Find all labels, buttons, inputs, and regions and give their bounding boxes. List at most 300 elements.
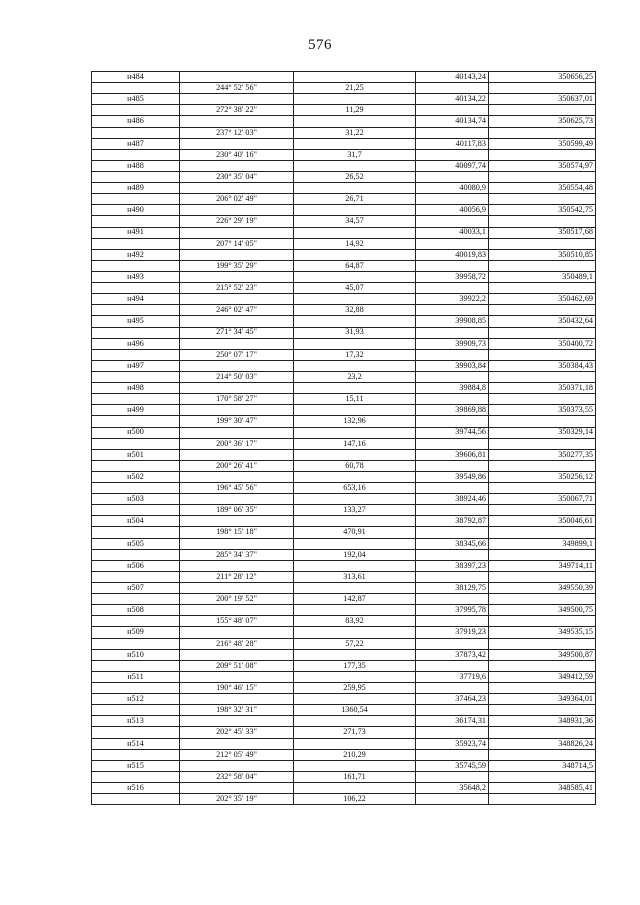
direction-angle: 155° 48' 07" bbox=[180, 616, 294, 627]
coordinate-x: 40117,83 bbox=[416, 138, 489, 149]
empty-cell bbox=[180, 471, 294, 482]
direction-angle: 226° 29' 19" bbox=[180, 216, 294, 227]
empty-cell bbox=[92, 327, 180, 338]
empty-cell bbox=[489, 238, 596, 249]
coordinate-y: 349714,11 bbox=[489, 560, 596, 571]
empty-cell bbox=[416, 260, 489, 271]
empty-cell bbox=[416, 727, 489, 738]
direction-angle: 209° 51' 08" bbox=[180, 660, 294, 671]
empty-cell bbox=[294, 449, 416, 460]
empty-cell bbox=[180, 94, 294, 105]
empty-cell bbox=[294, 160, 416, 171]
segment-row bbox=[92, 238, 596, 249]
direction-angle: 206° 02' 49" bbox=[180, 194, 294, 205]
empty-cell bbox=[180, 738, 294, 749]
point-name: н487 bbox=[92, 138, 180, 149]
empty-cell bbox=[489, 727, 596, 738]
segment-length: 177,35 bbox=[294, 660, 416, 671]
point-name: н501 bbox=[92, 449, 180, 460]
empty-cell bbox=[92, 638, 180, 649]
point-row bbox=[92, 538, 596, 549]
coordinate-y: 349412,59 bbox=[489, 671, 596, 682]
coordinate-y: 350067,71 bbox=[489, 494, 596, 505]
empty-cell bbox=[489, 794, 596, 805]
empty-cell bbox=[294, 227, 416, 238]
empty-cell bbox=[180, 183, 294, 194]
empty-cell bbox=[416, 749, 489, 760]
segment-row bbox=[92, 305, 596, 316]
direction-angle: 216° 48' 28" bbox=[180, 638, 294, 649]
empty-cell bbox=[294, 72, 416, 83]
coordinate-x: 40097,74 bbox=[416, 160, 489, 171]
empty-cell bbox=[489, 127, 596, 138]
empty-cell bbox=[180, 516, 294, 527]
point-row bbox=[92, 360, 596, 371]
segment-length: 1360,54 bbox=[294, 705, 416, 716]
segment-length: 31,22 bbox=[294, 127, 416, 138]
point-name: н491 bbox=[92, 227, 180, 238]
empty-cell bbox=[294, 294, 416, 305]
empty-cell bbox=[180, 449, 294, 460]
coordinate-y: 348585,41 bbox=[489, 783, 596, 794]
empty-cell bbox=[294, 716, 416, 727]
empty-cell bbox=[416, 638, 489, 649]
empty-cell bbox=[92, 371, 180, 382]
coordinate-x: 40143,24 bbox=[416, 72, 489, 83]
point-row bbox=[92, 271, 596, 282]
coordinate-x: 39884,8 bbox=[416, 383, 489, 394]
empty-cell bbox=[180, 605, 294, 616]
empty-cell bbox=[180, 205, 294, 216]
segment-length: 15,11 bbox=[294, 394, 416, 405]
coordinate-x: 35648,2 bbox=[416, 783, 489, 794]
empty-cell bbox=[294, 494, 416, 505]
direction-angle: 196° 45' 56" bbox=[180, 483, 294, 494]
coordinate-y: 349500,87 bbox=[489, 649, 596, 660]
empty-cell bbox=[294, 516, 416, 527]
segment-row bbox=[92, 260, 596, 271]
empty-cell bbox=[180, 494, 294, 505]
segment-row bbox=[92, 749, 596, 760]
segment-row bbox=[92, 127, 596, 138]
direction-angle: 271° 34' 45" bbox=[180, 327, 294, 338]
empty-cell bbox=[92, 283, 180, 294]
empty-cell bbox=[180, 671, 294, 682]
empty-cell bbox=[92, 149, 180, 160]
point-name: н496 bbox=[92, 338, 180, 349]
empty-cell bbox=[416, 305, 489, 316]
segment-row bbox=[92, 794, 596, 805]
coordinate-x: 35923,74 bbox=[416, 738, 489, 749]
empty-cell bbox=[92, 594, 180, 605]
empty-cell bbox=[180, 383, 294, 394]
empty-cell bbox=[294, 316, 416, 327]
segment-row bbox=[92, 171, 596, 182]
empty-cell bbox=[180, 560, 294, 571]
empty-cell bbox=[416, 527, 489, 538]
coordinate-y: 350542,75 bbox=[489, 205, 596, 216]
coordinate-x: 40080,9 bbox=[416, 183, 489, 194]
coordinate-y: 348714,5 bbox=[489, 760, 596, 771]
empty-cell bbox=[489, 438, 596, 449]
empty-cell bbox=[416, 505, 489, 516]
empty-cell bbox=[180, 160, 294, 171]
empty-cell bbox=[489, 571, 596, 582]
point-row bbox=[92, 294, 596, 305]
empty-cell bbox=[294, 205, 416, 216]
coordinate-y: 350599,49 bbox=[489, 138, 596, 149]
direction-angle: 190° 46' 15" bbox=[180, 683, 294, 694]
segment-length: 64,87 bbox=[294, 260, 416, 271]
empty-cell bbox=[489, 349, 596, 360]
point-row bbox=[92, 449, 596, 460]
empty-cell bbox=[294, 694, 416, 705]
segment-length: 26,52 bbox=[294, 171, 416, 182]
point-name: н515 bbox=[92, 760, 180, 771]
direction-angle: 200° 19' 52" bbox=[180, 594, 294, 605]
empty-cell bbox=[180, 138, 294, 149]
point-name: н500 bbox=[92, 427, 180, 438]
empty-cell bbox=[416, 594, 489, 605]
segment-length: 31,93 bbox=[294, 327, 416, 338]
segment-length: 83,92 bbox=[294, 616, 416, 627]
point-name: н514 bbox=[92, 738, 180, 749]
coordinate-x: 37873,42 bbox=[416, 649, 489, 660]
coordinate-y: 350373,55 bbox=[489, 405, 596, 416]
coordinate-y: 348931,36 bbox=[489, 716, 596, 727]
empty-cell bbox=[92, 194, 180, 205]
empty-cell bbox=[416, 438, 489, 449]
empty-cell bbox=[416, 238, 489, 249]
point-row bbox=[92, 738, 596, 749]
point-name: н502 bbox=[92, 471, 180, 482]
empty-cell bbox=[180, 338, 294, 349]
segment-length: 192,04 bbox=[294, 549, 416, 560]
coordinate-y: 350489,1 bbox=[489, 271, 596, 282]
coordinate-x: 35745,59 bbox=[416, 760, 489, 771]
point-name: н503 bbox=[92, 494, 180, 505]
empty-cell bbox=[92, 127, 180, 138]
empty-cell bbox=[294, 583, 416, 594]
coordinate-y: 350277,35 bbox=[489, 449, 596, 460]
segment-length: 57,22 bbox=[294, 638, 416, 649]
segment-row bbox=[92, 594, 596, 605]
empty-cell bbox=[180, 694, 294, 705]
point-row bbox=[92, 427, 596, 438]
empty-cell bbox=[416, 105, 489, 116]
segment-row bbox=[92, 460, 596, 471]
segment-row bbox=[92, 349, 596, 360]
coordinate-x: 37719,6 bbox=[416, 671, 489, 682]
empty-cell bbox=[489, 594, 596, 605]
empty-cell bbox=[180, 271, 294, 282]
point-row bbox=[92, 760, 596, 771]
empty-cell bbox=[489, 171, 596, 182]
direction-angle: 198° 15' 18" bbox=[180, 527, 294, 538]
direction-angle: 189° 06' 35" bbox=[180, 505, 294, 516]
segment-length: 653,16 bbox=[294, 483, 416, 494]
direction-angle: 198° 32' 31" bbox=[180, 705, 294, 716]
coordinate-y: 350637,01 bbox=[489, 94, 596, 105]
empty-cell bbox=[180, 249, 294, 260]
segment-length: 132,96 bbox=[294, 416, 416, 427]
point-row bbox=[92, 649, 596, 660]
empty-cell bbox=[416, 149, 489, 160]
point-row bbox=[92, 694, 596, 705]
coordinate-x: 39958,72 bbox=[416, 271, 489, 282]
point-row bbox=[92, 516, 596, 527]
point-row bbox=[92, 160, 596, 171]
empty-cell bbox=[489, 283, 596, 294]
direction-angle: 211° 28' 12" bbox=[180, 571, 294, 582]
segment-length: 470,91 bbox=[294, 527, 416, 538]
coordinate-y: 350256,12 bbox=[489, 471, 596, 482]
empty-cell bbox=[489, 327, 596, 338]
coordinate-y: 350432,64 bbox=[489, 316, 596, 327]
coordinate-x: 40134,74 bbox=[416, 116, 489, 127]
point-name: н488 bbox=[92, 160, 180, 171]
segment-length: 133,27 bbox=[294, 505, 416, 516]
coordinate-y: 350625,73 bbox=[489, 116, 596, 127]
point-name: н486 bbox=[92, 116, 180, 127]
point-name: н485 bbox=[92, 94, 180, 105]
empty-cell bbox=[416, 194, 489, 205]
empty-cell bbox=[92, 527, 180, 538]
coordinate-x: 40033,1 bbox=[416, 227, 489, 238]
empty-cell bbox=[92, 238, 180, 249]
coordinate-y: 350574,97 bbox=[489, 160, 596, 171]
point-row bbox=[92, 94, 596, 105]
point-row bbox=[92, 183, 596, 194]
empty-cell bbox=[294, 183, 416, 194]
empty-cell bbox=[489, 749, 596, 760]
empty-cell bbox=[416, 771, 489, 782]
empty-cell bbox=[416, 416, 489, 427]
point-row bbox=[92, 227, 596, 238]
empty-cell bbox=[92, 505, 180, 516]
coordinate-y: 349899,1 bbox=[489, 538, 596, 549]
segment-length: 142,87 bbox=[294, 594, 416, 605]
empty-cell bbox=[294, 560, 416, 571]
empty-cell bbox=[180, 583, 294, 594]
empty-cell bbox=[180, 116, 294, 127]
segment-length: 34,57 bbox=[294, 216, 416, 227]
segment-row bbox=[92, 638, 596, 649]
coordinate-x: 38792,87 bbox=[416, 516, 489, 527]
empty-cell bbox=[180, 627, 294, 638]
direction-angle: 285° 34' 37" bbox=[180, 549, 294, 560]
segment-length: 161,71 bbox=[294, 771, 416, 782]
coordinate-x: 38397,23 bbox=[416, 560, 489, 571]
empty-cell bbox=[489, 416, 596, 427]
empty-cell bbox=[489, 83, 596, 94]
empty-cell bbox=[489, 305, 596, 316]
empty-cell bbox=[92, 460, 180, 471]
direction-angle: 237° 12' 03" bbox=[180, 127, 294, 138]
segment-row bbox=[92, 483, 596, 494]
coordinate-x: 37995,78 bbox=[416, 605, 489, 616]
coordinate-y: 350517,68 bbox=[489, 227, 596, 238]
coordinate-y: 350510,85 bbox=[489, 249, 596, 260]
direction-angle: 200° 36' 17" bbox=[180, 438, 294, 449]
empty-cell bbox=[489, 371, 596, 382]
direction-angle: 250° 07' 17" bbox=[180, 349, 294, 360]
segment-row bbox=[92, 727, 596, 738]
segment-length: 11,29 bbox=[294, 105, 416, 116]
empty-cell bbox=[416, 349, 489, 360]
point-row bbox=[92, 605, 596, 616]
empty-cell bbox=[489, 483, 596, 494]
empty-cell bbox=[416, 371, 489, 382]
coordinate-y: 350656,25 bbox=[489, 72, 596, 83]
segment-row bbox=[92, 149, 596, 160]
point-row bbox=[92, 138, 596, 149]
empty-cell bbox=[92, 349, 180, 360]
empty-cell bbox=[180, 360, 294, 371]
point-name: н509 bbox=[92, 627, 180, 638]
empty-cell bbox=[92, 794, 180, 805]
empty-cell bbox=[489, 505, 596, 516]
coordinate-x: 39922,2 bbox=[416, 294, 489, 305]
point-name: н511 bbox=[92, 671, 180, 682]
coordinate-y: 350554,48 bbox=[489, 183, 596, 194]
segment-length: 26,71 bbox=[294, 194, 416, 205]
segment-row bbox=[92, 438, 596, 449]
coordinate-x: 37464,23 bbox=[416, 694, 489, 705]
empty-cell bbox=[92, 260, 180, 271]
segment-length: 31,7 bbox=[294, 149, 416, 160]
coordinate-x: 40134,22 bbox=[416, 94, 489, 105]
empty-cell bbox=[294, 138, 416, 149]
coordinate-x: 38345,66 bbox=[416, 538, 489, 549]
point-name: н505 bbox=[92, 538, 180, 549]
empty-cell bbox=[489, 638, 596, 649]
coordinate-x: 40056,9 bbox=[416, 205, 489, 216]
segment-row bbox=[92, 571, 596, 582]
empty-cell bbox=[92, 394, 180, 405]
point-name: н506 bbox=[92, 560, 180, 571]
segment-length: 60,78 bbox=[294, 460, 416, 471]
coordinate-y: 350462,69 bbox=[489, 294, 596, 305]
direction-angle: 246° 02' 47" bbox=[180, 305, 294, 316]
direction-angle: 214° 50' 03" bbox=[180, 371, 294, 382]
segment-row bbox=[92, 505, 596, 516]
segment-length: 14,92 bbox=[294, 238, 416, 249]
empty-cell bbox=[92, 571, 180, 582]
point-row bbox=[92, 716, 596, 727]
empty-cell bbox=[294, 605, 416, 616]
coordinate-x: 39908,85 bbox=[416, 316, 489, 327]
empty-cell bbox=[180, 783, 294, 794]
direction-angle: 230° 40' 16" bbox=[180, 149, 294, 160]
point-row bbox=[92, 316, 596, 327]
empty-cell bbox=[489, 105, 596, 116]
empty-cell bbox=[294, 760, 416, 771]
direction-angle: 200° 26' 41" bbox=[180, 460, 294, 471]
empty-cell bbox=[294, 405, 416, 416]
empty-cell bbox=[180, 760, 294, 771]
segment-length: 32,88 bbox=[294, 305, 416, 316]
empty-cell bbox=[489, 394, 596, 405]
coordinate-x: 40019,83 bbox=[416, 249, 489, 260]
empty-cell bbox=[180, 316, 294, 327]
direction-angle: 199° 30' 47" bbox=[180, 416, 294, 427]
point-row bbox=[92, 205, 596, 216]
empty-cell bbox=[416, 571, 489, 582]
empty-cell bbox=[294, 538, 416, 549]
point-row bbox=[92, 405, 596, 416]
segment-length: 106,22 bbox=[294, 794, 416, 805]
point-name: н489 bbox=[92, 183, 180, 194]
direction-angle: 232° 58' 04" bbox=[180, 771, 294, 782]
empty-cell bbox=[180, 649, 294, 660]
coordinate-x: 38924,46 bbox=[416, 494, 489, 505]
empty-cell bbox=[489, 616, 596, 627]
point-name: н493 bbox=[92, 271, 180, 282]
empty-cell bbox=[92, 171, 180, 182]
segment-row bbox=[92, 549, 596, 560]
segment-row bbox=[92, 283, 596, 294]
segment-length: 17,32 bbox=[294, 349, 416, 360]
empty-cell bbox=[416, 460, 489, 471]
point-row bbox=[92, 249, 596, 260]
point-name: н507 bbox=[92, 583, 180, 594]
point-row bbox=[92, 383, 596, 394]
empty-cell bbox=[489, 260, 596, 271]
coordinate-y: 350384,43 bbox=[489, 360, 596, 371]
point-name: н504 bbox=[92, 516, 180, 527]
empty-cell bbox=[416, 616, 489, 627]
point-row bbox=[92, 560, 596, 571]
empty-cell bbox=[92, 305, 180, 316]
empty-cell bbox=[489, 460, 596, 471]
empty-cell bbox=[416, 83, 489, 94]
coordinate-x: 39606,81 bbox=[416, 449, 489, 460]
segment-row bbox=[92, 371, 596, 382]
empty-cell bbox=[416, 394, 489, 405]
segment-row bbox=[92, 394, 596, 405]
coordinate-y: 350371,18 bbox=[489, 383, 596, 394]
empty-cell bbox=[294, 471, 416, 482]
empty-cell bbox=[294, 383, 416, 394]
segment-row bbox=[92, 416, 596, 427]
segment-row bbox=[92, 194, 596, 205]
coordinate-x: 39744,56 bbox=[416, 427, 489, 438]
point-row bbox=[92, 627, 596, 638]
point-name: н494 bbox=[92, 294, 180, 305]
empty-cell bbox=[294, 116, 416, 127]
segment-length: 259,95 bbox=[294, 683, 416, 694]
empty-cell bbox=[489, 194, 596, 205]
table-body bbox=[92, 72, 596, 805]
segment-length: 45,07 bbox=[294, 283, 416, 294]
empty-cell bbox=[92, 727, 180, 738]
point-row bbox=[92, 471, 596, 482]
point-name: н484 bbox=[92, 72, 180, 83]
point-row bbox=[92, 783, 596, 794]
empty-cell bbox=[489, 771, 596, 782]
segment-length: 147,16 bbox=[294, 438, 416, 449]
point-name: н510 bbox=[92, 649, 180, 660]
empty-cell bbox=[92, 705, 180, 716]
empty-cell bbox=[489, 149, 596, 160]
empty-cell bbox=[92, 216, 180, 227]
segment-row bbox=[92, 660, 596, 671]
segment-row bbox=[92, 771, 596, 782]
empty-cell bbox=[92, 549, 180, 560]
segment-length: 271,73 bbox=[294, 727, 416, 738]
empty-cell bbox=[92, 416, 180, 427]
